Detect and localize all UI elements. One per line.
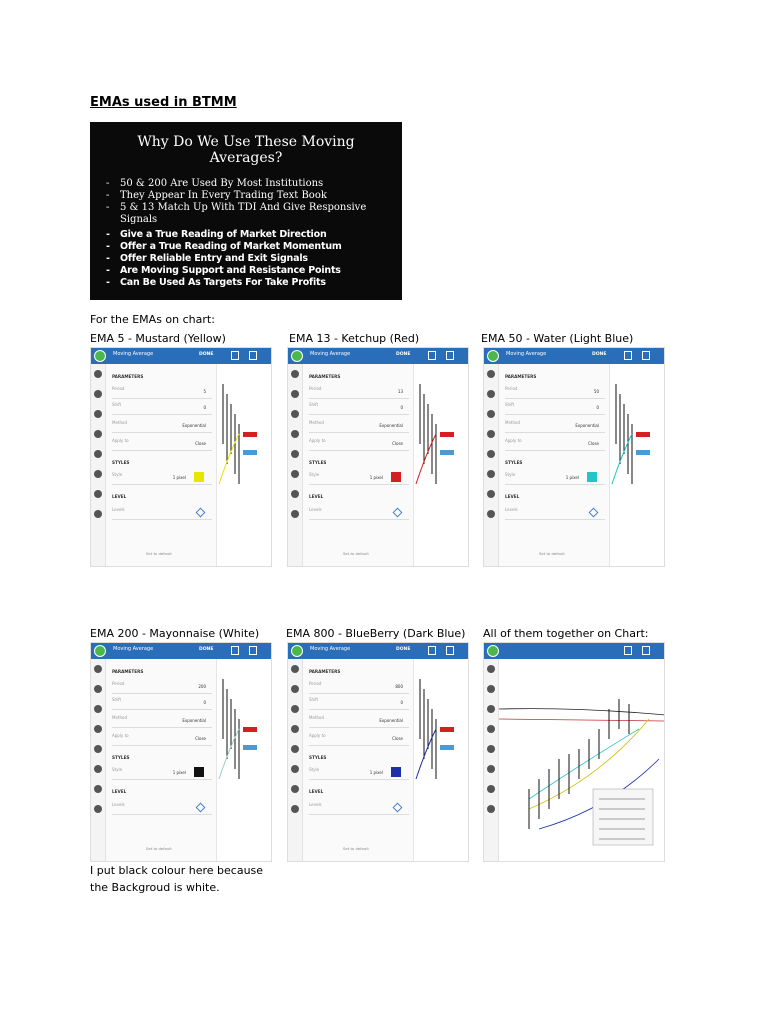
chat-icon[interactable] xyxy=(94,765,102,773)
note-line-1: I put black colour here because xyxy=(90,864,264,877)
method-field[interactable] xyxy=(505,420,605,433)
shift-value: 0 xyxy=(400,405,403,410)
app-toolbar xyxy=(288,348,468,364)
settings-panel xyxy=(303,659,414,861)
app-sidebar xyxy=(288,364,303,566)
color-swatch[interactable] xyxy=(194,472,204,482)
chat-icon[interactable] xyxy=(487,470,495,478)
history-icon[interactable] xyxy=(291,450,299,458)
price-chart-thumbnail xyxy=(610,364,664,566)
style-value: 1 pixel xyxy=(369,770,383,775)
price-chart-thumbnail xyxy=(217,659,271,861)
candlestick-thumbnail xyxy=(217,659,272,862)
parameters-heading: PARAMETERS xyxy=(112,374,144,379)
shift-field[interactable] xyxy=(309,402,409,415)
mail-icon[interactable] xyxy=(487,410,495,418)
app-logo-icon xyxy=(487,645,499,657)
levels-label: Levels xyxy=(112,802,125,807)
parameters-heading: PARAMETERS xyxy=(309,374,341,379)
shift-label: Shift xyxy=(112,697,122,702)
app-logo-icon xyxy=(94,350,106,362)
method-label: Method xyxy=(309,715,325,720)
caption-ema13: EMA 13 - Ketchup (Red) xyxy=(289,332,420,345)
reset-default-link[interactable]: Set to default xyxy=(146,846,172,851)
method-label: Method xyxy=(112,715,128,720)
style-label: Style xyxy=(309,767,320,772)
app-toolbar xyxy=(91,643,271,659)
style-value: 1 pixel xyxy=(172,475,186,480)
intro-text: For the EMAs on chart: xyxy=(90,313,215,326)
apply-label: Apply to xyxy=(112,733,129,738)
color-swatch[interactable] xyxy=(194,767,204,777)
quotes-icon[interactable] xyxy=(291,370,299,378)
style-value: 1 pixel xyxy=(369,475,383,480)
reset-default-link[interactable]: Set to default xyxy=(146,551,172,556)
chart-icon[interactable] xyxy=(94,390,102,398)
chart-settings-icon[interactable] xyxy=(231,351,239,360)
app-logo-icon xyxy=(291,350,303,362)
note-line-2: the Backgroud is white. xyxy=(90,881,220,894)
ema800-screenshot xyxy=(287,642,469,862)
apply-value: Close xyxy=(195,736,206,741)
banner-serif-list xyxy=(104,178,388,289)
reset-default-link[interactable]: Set to default xyxy=(539,551,565,556)
settings-icon[interactable] xyxy=(487,490,495,498)
shift-field[interactable] xyxy=(112,402,212,415)
period-value: 200 xyxy=(198,684,206,689)
settings-icon[interactable] xyxy=(487,785,495,793)
banner-point-bold: - Are Moving Support and Resistance Points xyxy=(104,265,388,277)
shift-field[interactable] xyxy=(309,697,409,710)
history-icon[interactable] xyxy=(487,450,495,458)
chart-settings-icon[interactable] xyxy=(624,351,632,360)
banner-point-bold: - Give a True Reading of Market Direction xyxy=(104,229,388,241)
ema13-screenshot xyxy=(287,347,469,567)
app-title: Moving Average xyxy=(113,646,154,652)
period-value: 13 xyxy=(397,389,403,394)
chart-settings-icon[interactable] xyxy=(231,646,239,655)
quotes-icon[interactable] xyxy=(487,370,495,378)
settings-panel xyxy=(499,364,610,566)
file-icon[interactable] xyxy=(642,646,650,655)
period-value: 50 xyxy=(593,389,599,394)
news-icon[interactable] xyxy=(487,430,495,438)
app-toolbar xyxy=(484,348,664,364)
period-label: Period xyxy=(112,681,125,686)
candlestick-thumbnail xyxy=(610,364,665,567)
level-heading: LEVEL xyxy=(505,494,520,499)
apply-field[interactable] xyxy=(309,438,409,451)
done-button[interactable]: DONE xyxy=(199,352,214,357)
color-swatch[interactable] xyxy=(391,767,401,777)
app-toolbar xyxy=(91,348,271,364)
news-icon[interactable] xyxy=(291,430,299,438)
app-logo-icon xyxy=(291,645,303,657)
app-title: Moving Average xyxy=(113,351,154,357)
chart-settings-icon[interactable] xyxy=(428,646,436,655)
style-label: Style xyxy=(505,472,516,477)
shift-field[interactable] xyxy=(505,402,605,415)
shift-field[interactable] xyxy=(112,697,212,710)
period-field[interactable] xyxy=(505,386,605,399)
apply-label: Apply to xyxy=(505,438,522,443)
candlestick-thumbnail xyxy=(414,659,469,862)
chart-icon[interactable] xyxy=(291,390,299,398)
shift-value: 0 xyxy=(596,405,599,410)
settings-icon[interactable] xyxy=(94,490,102,498)
styles-heading: STYLES xyxy=(505,460,523,465)
period-label: Period xyxy=(309,681,322,686)
app-sidebar xyxy=(91,659,106,861)
shift-value: 0 xyxy=(203,700,206,705)
candlestick-thumbnail xyxy=(217,364,272,567)
chat-icon[interactable] xyxy=(94,470,102,478)
method-label: Method xyxy=(309,420,325,425)
parameters-heading: PARAMETERS xyxy=(505,374,537,379)
alert-icon[interactable] xyxy=(94,510,102,518)
page-heading: EMAs used in BTMM xyxy=(90,95,237,110)
reset-default-link[interactable]: Set to default xyxy=(343,846,369,851)
app-toolbar xyxy=(484,643,664,659)
method-label: Method xyxy=(112,420,128,425)
chart-icon[interactable] xyxy=(487,685,495,693)
app-title: Moving Average xyxy=(506,351,547,357)
app-sidebar xyxy=(484,659,499,861)
settings-icon[interactable] xyxy=(291,785,299,793)
history-icon[interactable] xyxy=(94,450,102,458)
file-icon[interactable] xyxy=(446,351,454,360)
caption-all: All of them together on Chart: xyxy=(483,627,649,640)
price-chart-thumbnail xyxy=(414,364,468,566)
chart-icon[interactable] xyxy=(94,685,102,693)
color-swatch[interactable] xyxy=(391,472,401,482)
settings-icon[interactable] xyxy=(94,785,102,793)
history-icon[interactable] xyxy=(94,745,102,753)
style-value: 1 pixel xyxy=(565,475,579,480)
styles-heading: STYLES xyxy=(112,755,130,760)
news-icon[interactable] xyxy=(94,430,102,438)
price-chart-thumbnail xyxy=(414,659,468,861)
alert-icon[interactable] xyxy=(291,510,299,518)
chat-icon[interactable] xyxy=(291,470,299,478)
chat-icon[interactable] xyxy=(487,765,495,773)
file-icon[interactable] xyxy=(446,646,454,655)
period-field[interactable] xyxy=(309,681,409,694)
method-value: Exponential xyxy=(379,718,403,723)
apply-value: Close xyxy=(392,736,403,741)
quotes-icon[interactable] xyxy=(291,665,299,673)
app-sidebar xyxy=(91,364,106,566)
apply-label: Apply to xyxy=(112,438,129,443)
method-value: Exponential xyxy=(379,423,403,428)
alert-icon[interactable] xyxy=(487,510,495,518)
news-icon[interactable] xyxy=(94,725,102,733)
caption-ema50: EMA 50 - Water (Light Blue) xyxy=(481,332,634,345)
apply-value: Close xyxy=(588,441,599,446)
method-field[interactable] xyxy=(112,715,212,728)
levels-label: Levels xyxy=(505,507,518,512)
ema200-screenshot xyxy=(90,642,272,862)
mail-icon[interactable] xyxy=(94,410,102,418)
banner-title: Why Do We Use These Moving Averages? xyxy=(137,134,355,166)
apply-label: Apply to xyxy=(309,733,326,738)
method-value: Exponential xyxy=(182,718,206,723)
quotes-icon[interactable] xyxy=(94,370,102,378)
done-button[interactable]: DONE xyxy=(396,647,411,652)
alert-icon[interactable] xyxy=(487,805,495,813)
levels-label: Levels xyxy=(309,802,322,807)
apply-field[interactable] xyxy=(505,438,605,451)
levels-label: Levels xyxy=(309,507,322,512)
shift-value: 0 xyxy=(203,405,206,410)
moving-averages-banner xyxy=(90,122,402,300)
combined-chart-drawing xyxy=(499,659,665,862)
period-label: Period xyxy=(112,386,125,391)
style-label: Style xyxy=(112,472,123,477)
method-field[interactable] xyxy=(309,420,409,433)
period-field[interactable] xyxy=(112,681,212,694)
mail-icon[interactable] xyxy=(487,705,495,713)
style-label: Style xyxy=(309,472,320,477)
price-chart-thumbnail xyxy=(217,364,271,566)
quotes-icon[interactable] xyxy=(94,665,102,673)
banner-point: - 5 & 13 Match Up With TDI And Give Responsive Signals xyxy=(104,202,388,226)
level-heading: LEVEL xyxy=(112,789,127,794)
settings-panel xyxy=(106,659,217,861)
banner-point-bold: - Offer Reliable Entry and Exit Signals xyxy=(104,253,388,265)
done-button[interactable]: DONE xyxy=(199,647,214,652)
mail-icon[interactable] xyxy=(291,705,299,713)
method-value: Exponential xyxy=(575,423,599,428)
candlestick-thumbnail xyxy=(414,364,469,567)
levels-label: Levels xyxy=(112,507,125,512)
style-label: Style xyxy=(112,767,123,772)
combined-chart xyxy=(499,659,664,861)
alert-icon[interactable] xyxy=(291,805,299,813)
news-icon[interactable] xyxy=(291,725,299,733)
level-heading: LEVEL xyxy=(309,494,324,499)
chart-icon[interactable] xyxy=(291,685,299,693)
apply-field[interactable] xyxy=(112,438,212,451)
level-heading: LEVEL xyxy=(112,494,127,499)
period-label: Period xyxy=(309,386,322,391)
styles-heading: STYLES xyxy=(309,755,327,760)
styles-heading: STYLES xyxy=(309,460,327,465)
all-emas-screenshot xyxy=(483,642,665,862)
method-label: Method xyxy=(505,420,521,425)
period-field[interactable] xyxy=(309,386,409,399)
mail-icon[interactable] xyxy=(94,705,102,713)
quotes-icon[interactable] xyxy=(487,665,495,673)
done-button[interactable]: DONE xyxy=(396,352,411,357)
ema5-screenshot xyxy=(90,347,272,567)
method-value: Exponential xyxy=(182,423,206,428)
level-heading: LEVEL xyxy=(309,789,324,794)
banner-point: - 50 & 200 Are Used By Most Institutions xyxy=(104,178,388,190)
style-value: 1 pixel xyxy=(172,770,186,775)
period-value: 5 xyxy=(203,389,206,394)
apply-value: Close xyxy=(195,441,206,446)
alert-icon[interactable] xyxy=(94,805,102,813)
app-toolbar xyxy=(288,643,468,659)
banner-point-bold: - Offer a True Reading of Market Momentum xyxy=(104,241,388,253)
app-logo-icon xyxy=(94,645,106,657)
caption-ema800: EMA 800 - BlueBerry (Dark Blue) xyxy=(286,627,466,640)
chat-icon[interactable] xyxy=(291,765,299,773)
shift-label: Shift xyxy=(505,402,515,407)
app-title: Moving Average xyxy=(310,646,351,652)
app-sidebar xyxy=(288,659,303,861)
shift-label: Shift xyxy=(309,402,319,407)
file-icon[interactable] xyxy=(249,351,257,360)
reset-default-link[interactable]: Set to default xyxy=(343,551,369,556)
period-value: 800 xyxy=(395,684,403,689)
ema50-screenshot xyxy=(483,347,665,567)
app-sidebar xyxy=(484,364,499,566)
method-field[interactable] xyxy=(112,420,212,433)
color-swatch[interactable] xyxy=(587,472,597,482)
caption-ema200: EMA 200 - Mayonnaise (White) xyxy=(90,627,260,640)
shift-label: Shift xyxy=(309,697,319,702)
method-field[interactable] xyxy=(309,715,409,728)
apply-label: Apply to xyxy=(309,438,326,443)
settings-icon[interactable] xyxy=(291,490,299,498)
file-icon[interactable] xyxy=(642,351,650,360)
period-field[interactable] xyxy=(112,386,212,399)
apply-field[interactable] xyxy=(112,733,212,746)
history-icon[interactable] xyxy=(487,745,495,753)
chart-icon[interactable] xyxy=(487,390,495,398)
app-title: Moving Average xyxy=(310,351,351,357)
mail-icon[interactable] xyxy=(291,410,299,418)
banner-point: - They Appear In Every Trading Text Book xyxy=(104,190,388,202)
news-icon[interactable] xyxy=(487,725,495,733)
history-icon[interactable] xyxy=(291,745,299,753)
settings-panel xyxy=(303,364,414,566)
apply-field[interactable] xyxy=(309,733,409,746)
caption-ema5: EMA 5 - Mustard (Yellow) xyxy=(90,332,226,345)
app-logo-icon xyxy=(487,350,499,362)
settings-panel xyxy=(106,364,217,566)
styles-heading: STYLES xyxy=(112,460,130,465)
chart-settings-icon[interactable] xyxy=(428,351,436,360)
file-icon[interactable] xyxy=(249,646,257,655)
chart-settings-icon[interactable] xyxy=(624,646,632,655)
shift-label: Shift xyxy=(112,402,122,407)
period-label: Period xyxy=(505,386,518,391)
parameters-heading: PARAMETERS xyxy=(309,669,341,674)
parameters-heading: PARAMETERS xyxy=(112,669,144,674)
done-button[interactable]: DONE xyxy=(592,352,607,357)
apply-value: Close xyxy=(392,441,403,446)
shift-value: 0 xyxy=(400,700,403,705)
banner-point-bold: - Can Be Used As Targets For Take Profits xyxy=(104,277,388,289)
